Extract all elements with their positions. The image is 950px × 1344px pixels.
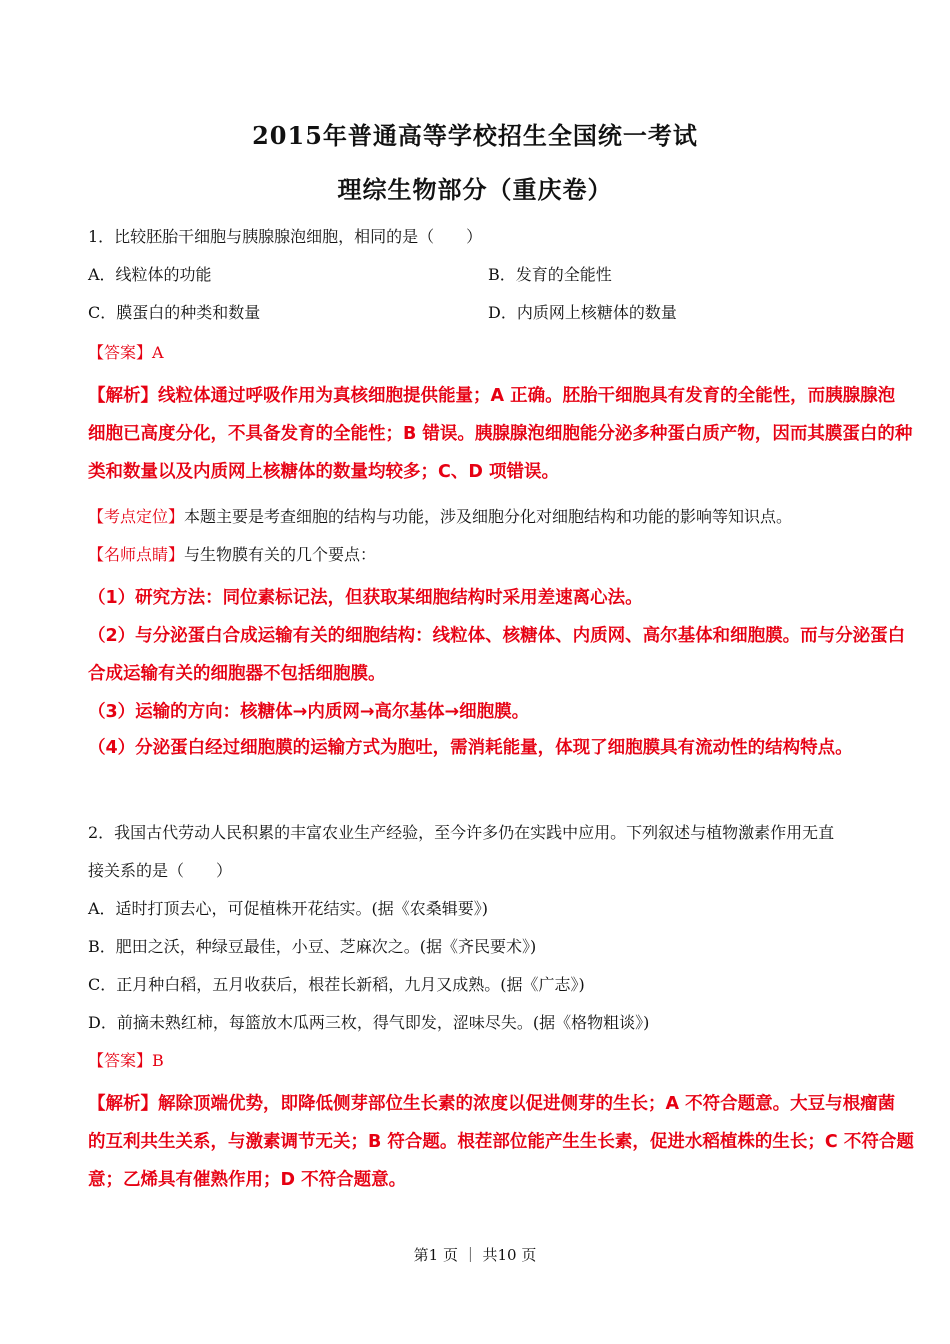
q2-option-d: D．前摘未熟红柿，每篮放木瓜两三枚，得气即发，涩味尽失。(据《格物粗谈》): [88, 1013, 650, 1032]
kaodian-text: 本题主要是考查细胞的结构与功能，涉及细胞分化对细胞结构和功能的影响等知识点。: [184, 507, 793, 526]
q2-analysis-line: 【解析】解除顶端优势，即降低侧芽部位生长素的浓度以促进侧芽的生长；A 不符合题意。大豆与根瘤菌: [88, 1094, 896, 1114]
q2-analysis-line: 意；乙烯具有催熟作用；D 不符合题意。: [88, 1170, 407, 1190]
q2-stem: 2．我国古代劳动人民积累的丰富农业生产经验，至今许多仍在实践中应用。下列叙述与植物激素作用无直: [88, 823, 835, 842]
exam-subtitle: 理综生物部分（重庆卷）: [337, 175, 613, 204]
mingshi-text: 与生物膜有关的几个要点：: [184, 545, 377, 564]
q1-mingshi: [88, 542, 376, 565]
q1-answer: [88, 340, 164, 363]
q1-point: （1）研究方法：同位素标记法，但获取某细胞结构时采用差速离心法。: [88, 588, 643, 608]
q2-stem: 接关系的是（ ）: [88, 861, 233, 880]
q2-option-b: B．肥田之沃，种绿豆最佳，小豆、芝麻次之。(据《齐民要术》): [88, 937, 537, 956]
q1-analysis-line: 类和数量以及内质网上核糖体的数量均较多；C、D 项错误。: [88, 462, 559, 482]
mingshi-tag: 【名师点睛】: [88, 545, 185, 564]
q2-analysis-line: 的互利共生关系，与激素调节无关；B 符合题。根茬部位能产生生长素，促进水稻植株的生长；C 不符合题: [88, 1132, 914, 1152]
q1-option-c: C．膜蛋白的种类和数量: [88, 303, 261, 322]
q1-point: （2）与分泌蛋白合成运输有关的细胞结构：线粒体、核糖体、内质网、高尔基体和细胞膜。而与分泌蛋白: [88, 626, 906, 646]
q1-option-b: B．发育的全能性: [488, 265, 612, 284]
q1-point: （3）运输的方向：核糖体→内质网→高尔基体→细胞膜。: [88, 702, 530, 722]
q1-point: （4）分泌蛋白经过细胞膜的运输方式为胞吐，需消耗能量，体现了细胞膜具有流动性的结构特点。: [88, 738, 853, 758]
q1-analysis-line: 【解析】线粒体通过呼吸作用为真核细胞提供能量；A 正确。胚胎干细胞具有发育的全能性，而胰腺腺泡: [88, 386, 896, 406]
kaodian-tag: 【考点定位】: [88, 507, 185, 526]
q1-option-a: A．线粒体的功能: [88, 265, 212, 284]
q1-stem: 1．比较胚胎干细胞与胰腺腺泡细胞，相同的是（ ）: [88, 227, 483, 246]
q2-option-a: A．适时打顶去心，可促植株开花结实。(据《农桑辑要》): [88, 899, 489, 918]
q1-option-d: D．内质网上核糖体的数量: [488, 303, 677, 322]
answer-value: A: [152, 343, 164, 362]
page-footer: 第1 页 ｜ 共10 页: [413, 1246, 537, 1264]
answer-tag: 【答案】: [88, 343, 153, 362]
q2-answer: [88, 1048, 164, 1071]
answer-value: B: [152, 1051, 164, 1070]
exam-title: 2015年普通高等学校招生全国统一考试: [252, 121, 698, 150]
answer-tag: 【答案】: [88, 1051, 153, 1070]
q1-analysis-line: 细胞已高度分化，不具备发育的全能性；B 错误。胰腺腺泡细胞能分泌多种蛋白质产物，因而其膜蛋白的种: [88, 424, 913, 444]
q1-kaodian: [88, 504, 792, 527]
q1-point: 合成运输有关的细胞器不包括细胞膜。: [88, 664, 386, 684]
q2-option-c: C．正月种白稻，五月收获后，根茬长新稻，九月又成熟。(据《广志》): [88, 975, 585, 994]
